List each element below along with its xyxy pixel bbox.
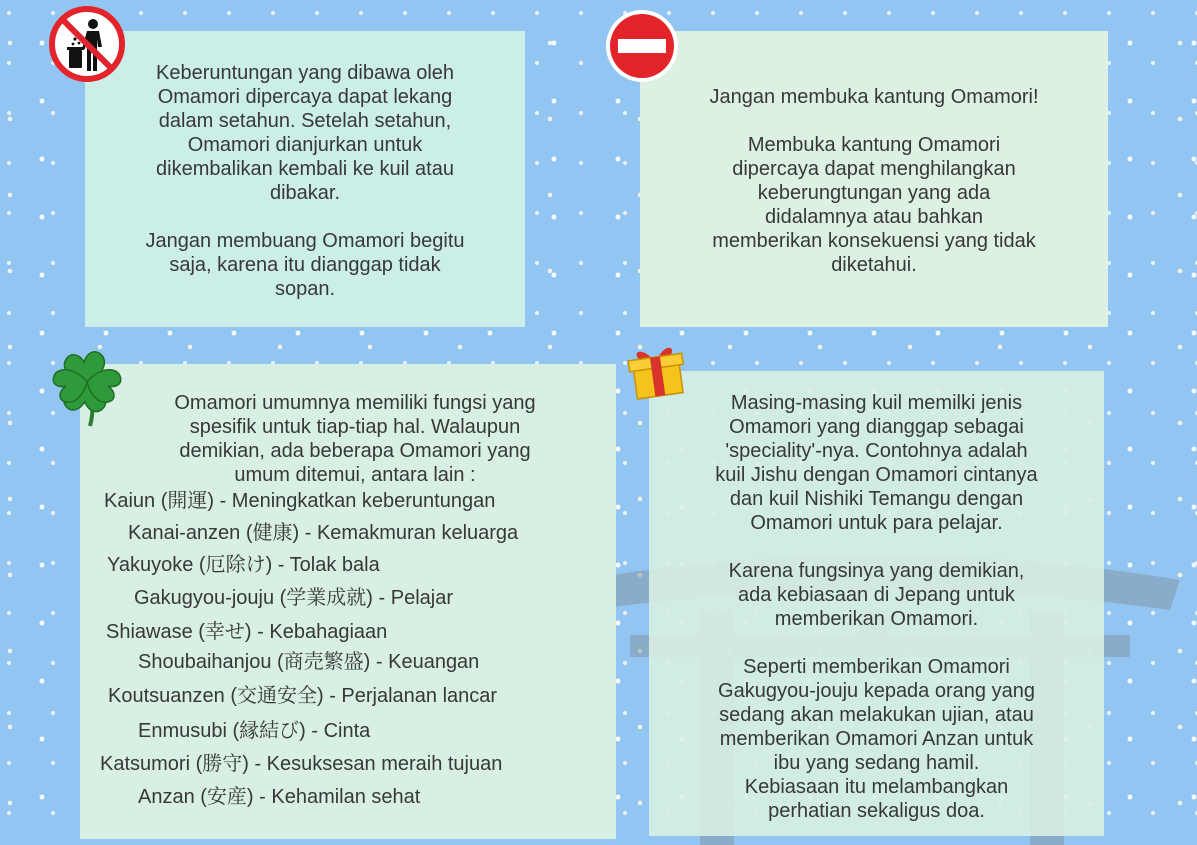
four-leaf-clover-icon xyxy=(50,342,126,428)
card-paragraph: Membuka kantung Omamori dipercaya dapat menghilangkan keberungtungan yang ada didalamnya atau bahkan memberikan konsekuensi yang tidak diketahui. xyxy=(712,134,1036,276)
info-card-do-not-open xyxy=(640,31,1108,327)
list-item: Shoubaihanjou (商売繁盛) - Keuangan xyxy=(138,651,480,673)
info-card-types xyxy=(80,364,616,839)
list-item: Kaiun (開運) - Meningkatkan keberuntungan xyxy=(104,490,496,512)
info-card-disposal xyxy=(85,31,525,327)
no-entry-icon xyxy=(604,8,680,84)
info-card-speciality xyxy=(649,371,1104,836)
gift-box-icon xyxy=(624,336,690,402)
list-item: Enmusubi (縁結び) - Cinta xyxy=(138,720,371,742)
list-item: Anzan (安産) - Kehamilan sehat xyxy=(138,786,421,808)
list-item: Gakugyou-jouju (学業成就) - Pelajar xyxy=(134,587,453,609)
list-item: Koutsuanzen (交通安全) - Perjalanan lancar xyxy=(108,685,498,707)
card-paragraph: Keberuntungan yang dibawa oleh Omamori dipercaya dapat lekang dalam setahun. Setelah setahun, Omamori dianjurkan untuk dikembalikan kembali ke kuil atau dibakar. xyxy=(155,62,455,204)
card-intro: Omamori umumnya memiliki fungsi yang spesifik untuk tiap-tiap hal. Walaupun demikian, ada beberapa Omamori yang umum ditemui, antara lain : xyxy=(174,392,536,486)
list-item: Yakuyoke (厄除け) - Tolak bala xyxy=(107,554,380,576)
list-item: Shiawase (幸せ) - Kebahagiaan xyxy=(106,621,388,643)
no-littering-icon xyxy=(49,6,125,82)
card-paragraph: Karena fungsinya yang demikian, ada kebiasaan di Jepang untuk memberikan Omamori. xyxy=(728,560,1025,630)
list-item: Katsumori (勝守) - Kesuksesan meraih tujuan xyxy=(100,753,503,775)
card-paragraph: Masing-masing kuil memilki jenis Omamori yang dianggap sebagai 'speciality'-nya. Contohnya adalah kuil Jishu dengan Omamori cintanya dan kuil Nishiki Temangu dengan Omamori untuk para pelajar. xyxy=(715,392,1038,534)
card-title: Jangan membuka kantung Omamori! xyxy=(709,86,1039,108)
card-paragraph: Jangan membuang Omamori begitu saja, karena itu dianggap tidak sopan. xyxy=(145,230,465,300)
list-item: Kanai-anzen (健康) - Kemakmuran keluarga xyxy=(128,522,519,544)
card-paragraph: Seperti memberikan Omamori Gakugyou-jouju kepada orang yang sedang akan melakukan ujian, atau memberikan Omamori Anzan untuk ibu yang sedang hamil. Kebiasaan itu melambangkan perhatian sekaligus doa. xyxy=(718,656,1035,822)
